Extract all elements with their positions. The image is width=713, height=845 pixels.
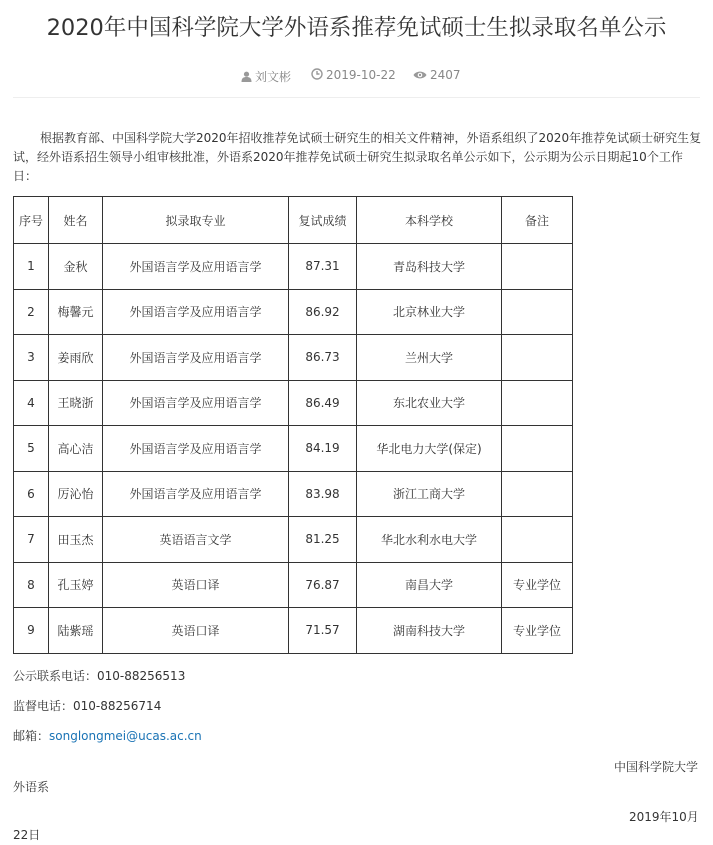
cell-score: 84.19 xyxy=(289,426,357,472)
cell-score: 71.57 xyxy=(289,608,357,654)
cell-major: 外国语言学及应用语言学 xyxy=(103,426,289,472)
table-row xyxy=(14,608,573,654)
table-row xyxy=(14,426,573,472)
supervise-phone-line xyxy=(13,697,161,714)
page-title: 2020年中国科学院大学外语系推荐免试硕士生拟录取名单公示 xyxy=(46,15,667,41)
cell-note xyxy=(502,426,573,472)
table-row xyxy=(14,562,573,608)
cell-no: 4 xyxy=(14,380,49,426)
cell-name: 金秋 xyxy=(49,244,103,290)
publish-date: 2019-10-22 xyxy=(326,68,396,82)
header-name: 姓名 xyxy=(49,197,103,244)
cell-major: 外国语言学及应用语言学 xyxy=(103,380,289,426)
cell-no: 1 xyxy=(14,244,49,290)
cell-name: 王晓浙 xyxy=(49,380,103,426)
cell-major: 外国语言学及应用语言学 xyxy=(103,335,289,381)
cell-note xyxy=(502,244,573,290)
divider xyxy=(13,97,700,98)
cell-school: 北京林业大学 xyxy=(357,289,502,335)
cell-school: 浙江工商大学 xyxy=(357,471,502,517)
cell-school: 兰州大学 xyxy=(357,335,502,381)
cell-name: 厉沁怡 xyxy=(49,471,103,517)
signature-org: 中国科学院大学 xyxy=(614,760,699,774)
cell-score: 83.98 xyxy=(289,471,357,517)
cell-score: 81.25 xyxy=(289,517,357,563)
table-row xyxy=(14,335,573,381)
cell-major: 英语口译 xyxy=(103,608,289,654)
signature-dept: 外语系 xyxy=(13,780,50,794)
intro-paragraph: 根据教育部、中国科学院大学2020年招收推荐免试硕士研究生的相关文件精神，外语系组织了2020年推荐免试硕士研究生复试，经外语系招生领导小组审核批准，外语系2020年推荐免试硕士研究生拟录取名单公示如下，公示期为公示日期起10个工作日： xyxy=(13,131,702,183)
header-score: 复试成绩 xyxy=(289,197,357,244)
views-info xyxy=(413,68,461,82)
email-line xyxy=(13,727,202,744)
cell-name: 梅馨元 xyxy=(49,289,103,335)
cell-score: 86.92 xyxy=(289,289,357,335)
cell-school: 湖南科技大学 xyxy=(357,608,502,654)
cell-name: 孔玉婷 xyxy=(49,562,103,608)
header-note: 备注 xyxy=(502,197,573,244)
email-label: 邮箱： xyxy=(13,729,50,743)
cell-name: 姜雨欣 xyxy=(49,335,103,381)
cell-no: 8 xyxy=(14,562,49,608)
header-no: 序号 xyxy=(14,197,49,244)
cell-no: 5 xyxy=(14,426,49,472)
view-count: 2407 xyxy=(430,68,461,82)
cell-no: 2 xyxy=(14,289,49,335)
clock-icon xyxy=(311,68,323,80)
cell-score: 86.49 xyxy=(289,380,357,426)
cell-note xyxy=(502,471,573,517)
table-row xyxy=(14,244,573,290)
cell-name: 高心洁 xyxy=(49,426,103,472)
cell-school: 青岛科技大学 xyxy=(357,244,502,290)
cell-note xyxy=(502,289,573,335)
user-icon xyxy=(241,71,252,82)
contact-phone-label: 公示联系电话： xyxy=(13,669,98,683)
cell-no: 3 xyxy=(14,335,49,381)
email-link[interactable]: songlongmei@ucas.ac.cn xyxy=(49,729,202,743)
cell-major: 外国语言学及应用语言学 xyxy=(103,244,289,290)
table-row xyxy=(14,289,573,335)
cell-no: 7 xyxy=(14,517,49,563)
cell-major: 英语语言文学 xyxy=(103,517,289,563)
cell-score: 76.87 xyxy=(289,562,357,608)
cell-major: 外国语言学及应用语言学 xyxy=(103,471,289,517)
cell-school: 东北农业大学 xyxy=(357,380,502,426)
signature-date-part2: 22日 xyxy=(13,828,41,842)
cell-name: 陆紫瑶 xyxy=(49,608,103,654)
cell-name: 田玉杰 xyxy=(49,517,103,563)
table-row xyxy=(14,471,573,517)
cell-school: 南昌大学 xyxy=(357,562,502,608)
cell-major: 外国语言学及应用语言学 xyxy=(103,289,289,335)
cell-no: 9 xyxy=(14,608,49,654)
table-row xyxy=(14,517,573,563)
header-school: 本科学校 xyxy=(357,197,502,244)
date-info xyxy=(311,68,396,82)
table-row xyxy=(14,380,573,426)
admission-table xyxy=(13,196,573,654)
table-header-row xyxy=(14,197,573,244)
cell-major: 英语口译 xyxy=(103,562,289,608)
cell-school: 华北电力大学(保定) xyxy=(357,426,502,472)
eye-icon xyxy=(413,70,427,80)
cell-score: 86.73 xyxy=(289,335,357,381)
cell-school: 华北水利水电大学 xyxy=(357,517,502,563)
cell-note xyxy=(502,380,573,426)
header-major: 拟录取专业 xyxy=(103,197,289,244)
cell-no: 6 xyxy=(14,471,49,517)
cell-note: 专业学位 xyxy=(502,608,573,654)
author-info xyxy=(241,68,291,85)
author-name: 刘文彬 xyxy=(255,70,292,84)
cell-note xyxy=(502,517,573,563)
supervise-phone-label: 监督电话： xyxy=(13,699,74,713)
supervise-phone-value: 010-88256714 xyxy=(73,699,162,713)
signature-date-part1: 2019年10月 xyxy=(629,810,699,824)
cell-note: 专业学位 xyxy=(502,562,573,608)
cell-score: 87.31 xyxy=(289,244,357,290)
contact-phone-line xyxy=(13,667,185,684)
cell-note xyxy=(502,335,573,381)
contact-phone-value: 010-88256513 xyxy=(97,669,186,683)
